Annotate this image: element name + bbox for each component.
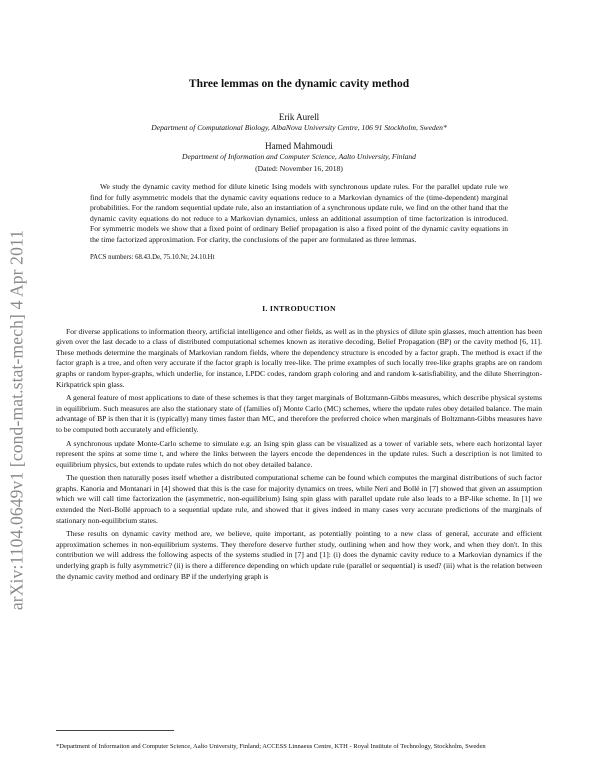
body-paragraph: A synchronous update Monte-Carlo scheme to simulate e.g. an Ising spin glass can be visualized as a tower of variable sets, where each horizontal layer represent the spins at some time t, and where the links between the layers encode the dependences in the update rules. Such a description is not limited to equilibrium physics, but extends to update rules which do not obey detailed balance. (56, 438, 542, 469)
dated-line: (Dated: November 16, 2018) (255, 164, 343, 173)
body-paragraph: For diverse applications to information theory, artificial intelligence and other fields, as well as in the physics of dilute spin glasses, much attention has been given over the last decade to a class of distributed computational schemes known as iterative decoding, Belief Propagation (BP) or the cavity method [6, 11]. These methods determine the marginals of Markovian random fields, where the dependency structure is encoded by a factor graph. The method is exact if the factor graph is a tree, and often very accurate if the factor graph is locally tree-like. The prime examples of such locally tree-like graphs graphs are on random graphs or random hyper-graphs, which underlie, for instance, LPDC codes, random graph coloring and and random k-satisfiability, and the dilute Sherrington-Kirkpatrick spin glass. (56, 326, 542, 389)
body-paragraph: A general feature of most applications to date of these schemes is that they target marginals of Boltzmann-Gibbs measures, which describe physical systems in equilibrium. Such measures are also the stationary state of (families of) Monte Carlo (MC) schemes, where the update rules obey detailed balance. The main advantage of BP is then that it is (typically) many times faster than MC, and therefore the preferred choice when marginals of Boltzmann-Gibbs measures have to be computed both accurately and efficiently. (56, 393, 542, 434)
body-paragraph: These results on dynamic cavity method are, we believe, quite important, as potentially pointing to a new class of general, accurate and efficient approximation schemes in non-equilibrium systems. They therefore deserve further study, outlining when and how they work, and when they don't. In this contribution we will address the following aspects of the systems studied in [7] and [1]: (i) does the dynamic cavity reduce to a Markovian dynamics if the underlying graph is fully asymmetric? (ii) is there a difference depending on which update rule (parallel or sequential) is used? (iii) what is the relation between the dynamic cavity method and ordinary BP if the underlying graph is (56, 529, 542, 581)
author-name: Hamed Mahmoudi (265, 141, 333, 151)
body-paragraph: The question then naturally poses itself whether a distributed computational scheme can be found which computes the marginal distributions of such factor graphs. Kanoria and Montanari in [4] showed that this is the case for majority dynamics on trees, while Neri and Bollé in [7] showed that given an assumption which we will call time factorization the (asymmetric, non-equilibrium) Ising spin glass with parallel update rule also leads to a BP-like scheme. In [1] we extended the Neri-Bollé approach to a sequential update rule, and showed that it gives indeed in many cases very accurate predictions of the marginals of stationary non-equilibrium states. (56, 473, 542, 525)
section-heading: I. INTRODUCTION (262, 303, 336, 313)
author-affiliation: Department of Computational Biology, AlbaNova University Centre, 106 91 Stockholm, Sweden* (151, 123, 447, 132)
author-name: Erik Aurell (278, 112, 320, 122)
pacs-numbers: PACS numbers: 68.43.De, 75.10.Nr, 24.10.Ht (90, 253, 215, 261)
arxiv-stamp-text: arXiv:1104.0649v1 [cond-mat.stat-mech] 4 Apr 2011 (6, 229, 27, 611)
arxiv-stamp (2, 140, 32, 700)
abstract: We study the dynamic cavity method for dilute kinetic Ising models with synchronous update rules. For the parallel update rule we find for fully asymmetric models that the dynamic cavity equations reduce to a Markovian dynamics of the (time-dependent) marginal probabilities. For the random sequential update rule, also an instantiation of a synchronous update rule, we find on the other hand that the dynamic cavity equations do not reduce to a Markovian dynamics, unless an additional assumption of time factorization is introduced. For symmetric models we show that a fixed point of ordinary Belief propagation is also a fixed point of the dynamic cavity equations in the time factorized approximation. For clarity, the conclusions of the paper are formulated as three lemmas. (90, 182, 508, 244)
author-affiliation: Department of Information and Computer Science, Aalto University, Finland (182, 152, 416, 161)
paper-title: Three lemmas on the dynamic cavity method (188, 78, 410, 90)
paper-page (56, 78, 542, 582)
footnote: *Department of Information and Computer Science, Aalto University, Finland; ACCESS Linnaeus Centre, KTH - Royal Institute of Technology, Stockholm, Sweden (56, 742, 486, 750)
footnote-divider (56, 730, 174, 731)
